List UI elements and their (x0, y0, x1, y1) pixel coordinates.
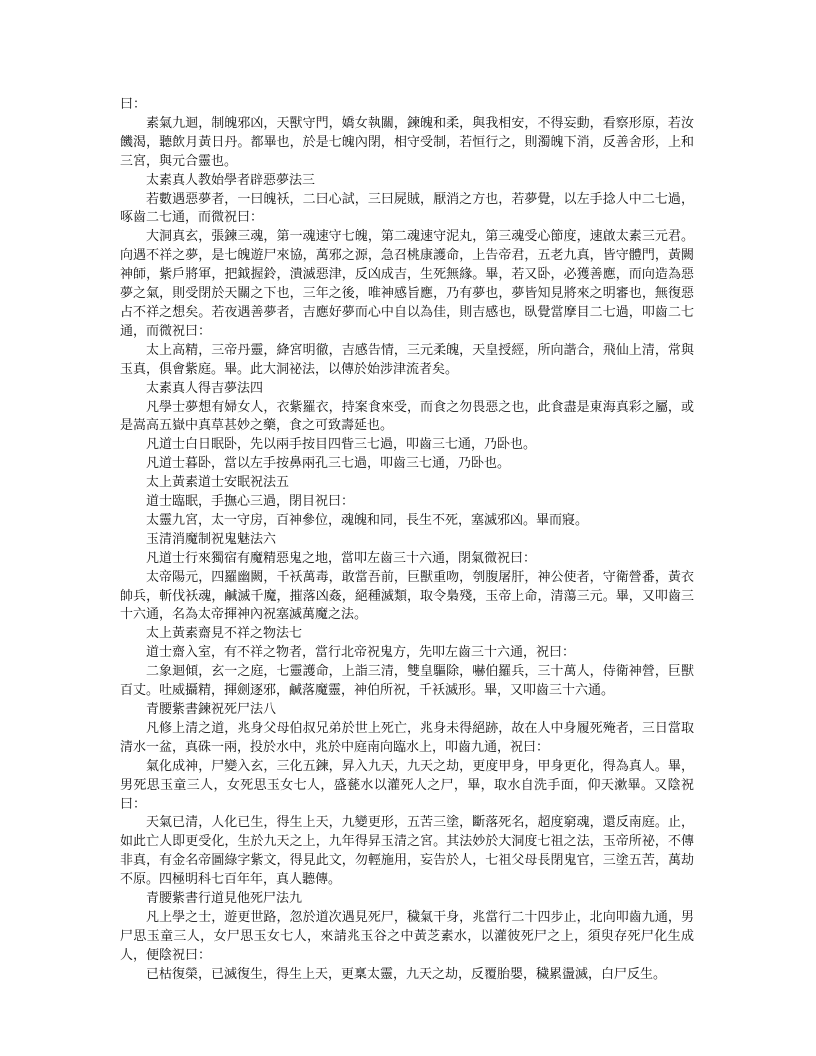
paragraph-21: 凡修上清之道，兆身父母伯叔兄弟於世上死亡，兆身未得絕跡，故在人中身履死殗者，三日當取清水一盆，真硃一兩，投於水中，兆於中庭南向臨水上，叩齒九通，祝曰： (120, 720, 694, 755)
paragraph-10: 凡道士暮卧，當以左手按鼻兩孔三七過，叩齒三七通，乃卧也。 (146, 456, 511, 472)
section-heading-6: 玉清消魔制祝鬼魅法六 (146, 531, 277, 547)
paragraph-4: 若數遇惡夢者，一曰魄袄，二曰心試，三曰屍賊，厭消之方也，若夢覺，以左手捻人中二七過，啄齒二七通，而微祝曰： (120, 191, 694, 226)
paragraph-13: 太靈九宮，太一守房，百神參位，魂魄和同，長生不死，塞滅邪凶。畢而寢。 (146, 512, 589, 528)
section-heading-7: 太上黃素齋見不祥之物法七 (146, 626, 303, 642)
paragraph-5: 大洞真玄，張鍊三魂，第一魂速守七魄，第二魂速守泥丸，第三魂受心節度，速啟太素三元君。向遇不祥之夢，是七魄遊尸來協，萬邪之源，急召桃康護命，上告帝君，五老九真，皆守體門，黃闕神師，紫戶將軍，把鉞握鈴，潰滅惡津，反凶成吉，生死無緣。畢，若又卧，必獲善應，而向造為惡夢之氣，則受閉於天關之下也，三年之後，唯神感旨應，乃有夢也，夢皆知見將來之明審也，無復惡占不祥之想矣。若夜遇善夢者，吉應好夢而心中自以為佳，則吉感也，臥覺當摩目二七過，叩齒二七通，而微祝曰： (120, 229, 694, 339)
paragraph-15: 凡道士行來獨宿有魔精惡鬼之地，當叩左齒三十六通，閉氣微祝曰： (146, 550, 537, 566)
paragraph-2: 素氣九迴，制魄邪凶，天獸守門，嬌女執關，鍊魄和柔，與我相安，不得妄動，看察形原，若汝饑渴，聽飲月黃日丹。都畢也，於是七魄內閉，相守受制，若恒行之，則濁魄下消，反善舍形，上和三宮，與元合靈也。 (120, 115, 694, 169)
section-heading-3: 太素真人教始學者辟惡夢法三 (146, 172, 316, 188)
paragraph-6: 太上高精，三帝丹靈，絳宮明徹，吉感告情，三元柔魄，天皇授經，所向諧合，飛仙上清，常與玉真，俱會紫庭。畢。此大洞祕法，以傳於始涉津流者矣。 (120, 342, 694, 377)
paragraph-26: 已枯復榮，已滅復生，得生上天，更稟太靈，九天之劫，反覆胎嬰，穢累盪滅，白尸反生。 (146, 966, 667, 982)
document-page (120, 96, 694, 985)
paragraph-25: 凡上學之士，遊更世路，忽於道次遇見死尸，穢氣干身，兆當行二十四步止，北向叩齒九通，男尸思玉童三人，女尸思玉女七人，來請兆玉谷之中黃芝素水，以灌彼死尸之上，須臾存死尸化生成人，便陰祝曰： (120, 909, 694, 963)
section-heading-4: 太素真人得吉夢法四 (146, 380, 264, 396)
paragraph-16: 太帝陽元，四羅幽闕，千袄萬毒，敢當吾前，巨獸重吻，刳腹屠肝，神公使者，守衛營番，黃衣帥兵，斬伐袄魂，鹹滅千魔，摧落凶姦，絕種滅類，取令梟殘，玉帝上命，清蕩三元。畢，又叩齒三十六通，名為太帝揮神內祝塞滅萬魔之法。 (120, 569, 694, 623)
paragraph-23: 天氣已清，人化已生，得生上天，九變更形，五苦三塗，斷落死名，超度窮魂，還反南庭。止，如此亡人即更受化，生於九天之上，九年得昇玉清之宮。其法妙於大洞度七祖之法，玉帝所祕，不傳非真，有金名帝圖綠字紫文，得見此文，勿輕施用，妄告於人，七祖父母長閉鬼官，三塗五苦，萬劫不原。四極明科七百年年，真人聽傳。 (120, 815, 694, 888)
section-heading-9: 青腰紫書行道見他死尸法九 (146, 891, 303, 907)
paragraph-8: 凡學士夢想有婦女人，衣紫羅衣，持案食來受，而食之勿畏惡之也，此食盡是東海真彩之屬，或是嵩高五嶽中真草甚妙之藥，食之可致壽延也。 (120, 399, 694, 434)
paragraph-22: 氣化成神，尸變入玄，三化五鍊，昇入九天，九天之劫，更度甲身，甲身更化，得為真人。畢，男死思玉童三人，女死思玉女七人，盛甆水以灌死人之尸，畢，取水自洗手面，仰天漱畢。又陰祝曰： (120, 758, 694, 812)
paragraph-12: 道士臨眠，手撫心三過，閉目祝曰： (146, 494, 355, 510)
paragraph-19: 二象迴傾，玄一之庭，七靈護命，上詣三清，雙皇驅除，嚇伯羅兵，三十萬人，侍衛神營，巨獸百丈。吐威攝精，揮劍逐邪，鹹落魔靈，神伯所祝，千袄滅形。畢，又叩齒三十六通。 (120, 664, 694, 699)
paragraph-9: 凡道士白日眠卧，先以兩手按目四眥三七過，叩齒三七通，乃卧也。 (146, 437, 537, 453)
section-heading-8: 青腰紫書鍊祝死尸法八 (146, 702, 277, 717)
paragraph-1: 曰： (120, 97, 147, 112)
section-heading-5: 太上黃素道士安眠祝法五 (146, 475, 290, 491)
paragraph-18: 道士齋入室，有不祥之物者，當行北帝祝鬼方，先叩左齒三十六通，祝曰： (146, 645, 576, 661)
